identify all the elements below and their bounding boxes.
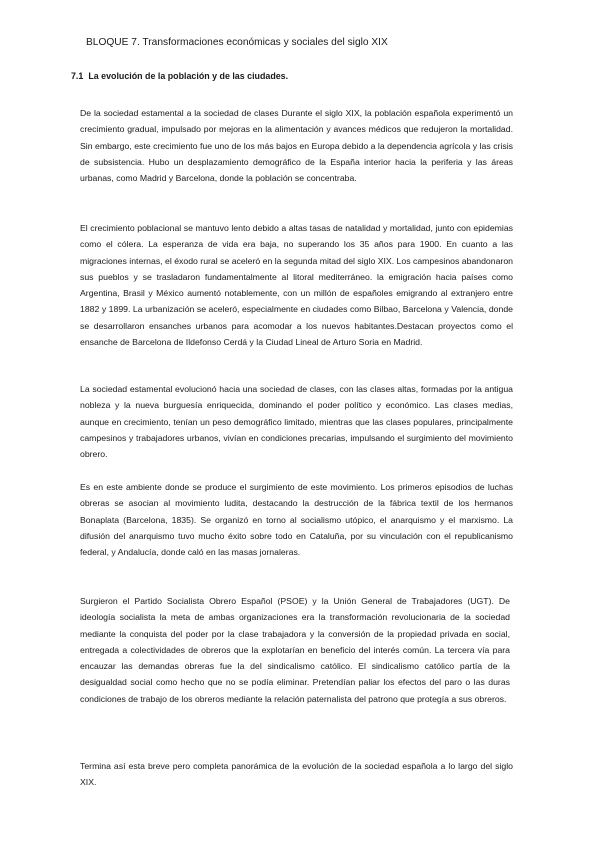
paragraph-crecimiento-poblacional: El crecimiento poblacional se mantuvo lento debido a altas tasas de natalidad y mortalidad, junto con epidemias como el cólera. La esperanza de vida era baja, no superando los 35 años para 1900. En cuanto a las migraciones internas, el éxodo rural se aceleró en la segunda mitad del siglo XIX. Los campesinos abandonaron sus pueblos y se trasladaron fundamentalmente al litoral mediterráneo. la emigración hacia países como Argentina, Brasil y México aumentó notablemente, con un millón de españoles emigrando al extranjero entre 1882 y 1899. La urbanización se aceleró, especialmente en ciudades como Bilbao, Barcelona y Valencia, donde se desarrollaron ensanches urbanos para acomodar a los nuevos habitantes.Destacan proyectos como el ensanche de Barcelona de Ildefonso Cerdá y la Ciudad Lineal de Arturo Soria en Madrid. bbox=[80, 223, 513, 348]
paragraph-conclusion: Termina así esta breve pero completa panorámica de la evolución de la sociedad española a lo largo del siglo XIX. bbox=[80, 761, 513, 788]
section-number: 7.1 bbox=[71, 71, 84, 81]
paragraph-movimiento-obrero: Es en este ambiente donde se produce el surgimiento de este movimiento. Los primeros episodios de luchas obreras se asocian al movimiento ludita, destacando la destrucción de la fábrica textil de los hermanos Bonaplata (Barcelona, 1835). Se organizó en torno al socialismo utópico, el anarquismo y el marxismo. La difusión del anarquismo tuvo mucho éxito sobre todo en Cataluña, por su vinculación con el republicanismo federal, y Andalucía, donde caló en las masas jornaleras. bbox=[80, 482, 513, 558]
section-heading-text: La evolución de la población y de las ciudades. bbox=[88, 71, 289, 81]
paragraph-demografia: De la sociedad estamental a la sociedad de clases Durante el siglo XIX, la población española experimentó un crecimiento gradual, impulsado por mejoras en la alimentación y avances médicos que redujeron la mortalidad. Sin embargo, este crecimiento fue uno de los más bajos en Europa debido a la dependencia agrícola y las crisis de subsistencia. Hubo un desplazamiento demográfico de la España interior hacia la periferia y las áreas urbanas, como Madrid y Barcelona, donde la población se concentraba. bbox=[80, 108, 513, 184]
paragraph-psoe-ugt: Surgieron el Partido Socialista Obrero Español (PSOE) y la Unión General de Trabajadores (UGT). De ideología socialista la meta de ambas organizaciones era la transformación revolucionaria de la sociedad mediante la conquista del poder por la clase trabajadora y la conversión de la propiedad privada en social, entregada a colectividades de obreros que la explotarían en beneficio del interés común. La tercera vía para encauzar las demandas obreras fue la del sindicalismo católico. El sindicalismo católico partía de la desigualdad social como hecho que no se podía eliminar. Pretendían paliar los efectos del paro o las duras condiciones de trabajo de los obreros mediante la relación paternalista del patrono que protegía a sus obreros. bbox=[80, 596, 510, 704]
document-title: BLOQUE 7. Transformaciones económicas y sociales del siglo XIX bbox=[86, 37, 388, 48]
paragraph-sociedad-de-clases: La sociedad estamental evolucionó hacia una sociedad de clases, con las clases altas, formadas por la antigua nobleza y la nueva burguesía enriquecida, dominando el poder político y económico. Las clases medias, aunque en crecimiento, tenían un peso demográfico limitado, mientras que las clases populares, principalmente campesinos y trabajadores urbanos, vivían en condiciones precarias, impulsando el surgimiento del movimiento obrero. bbox=[80, 384, 513, 460]
section-heading bbox=[71, 71, 288, 81]
